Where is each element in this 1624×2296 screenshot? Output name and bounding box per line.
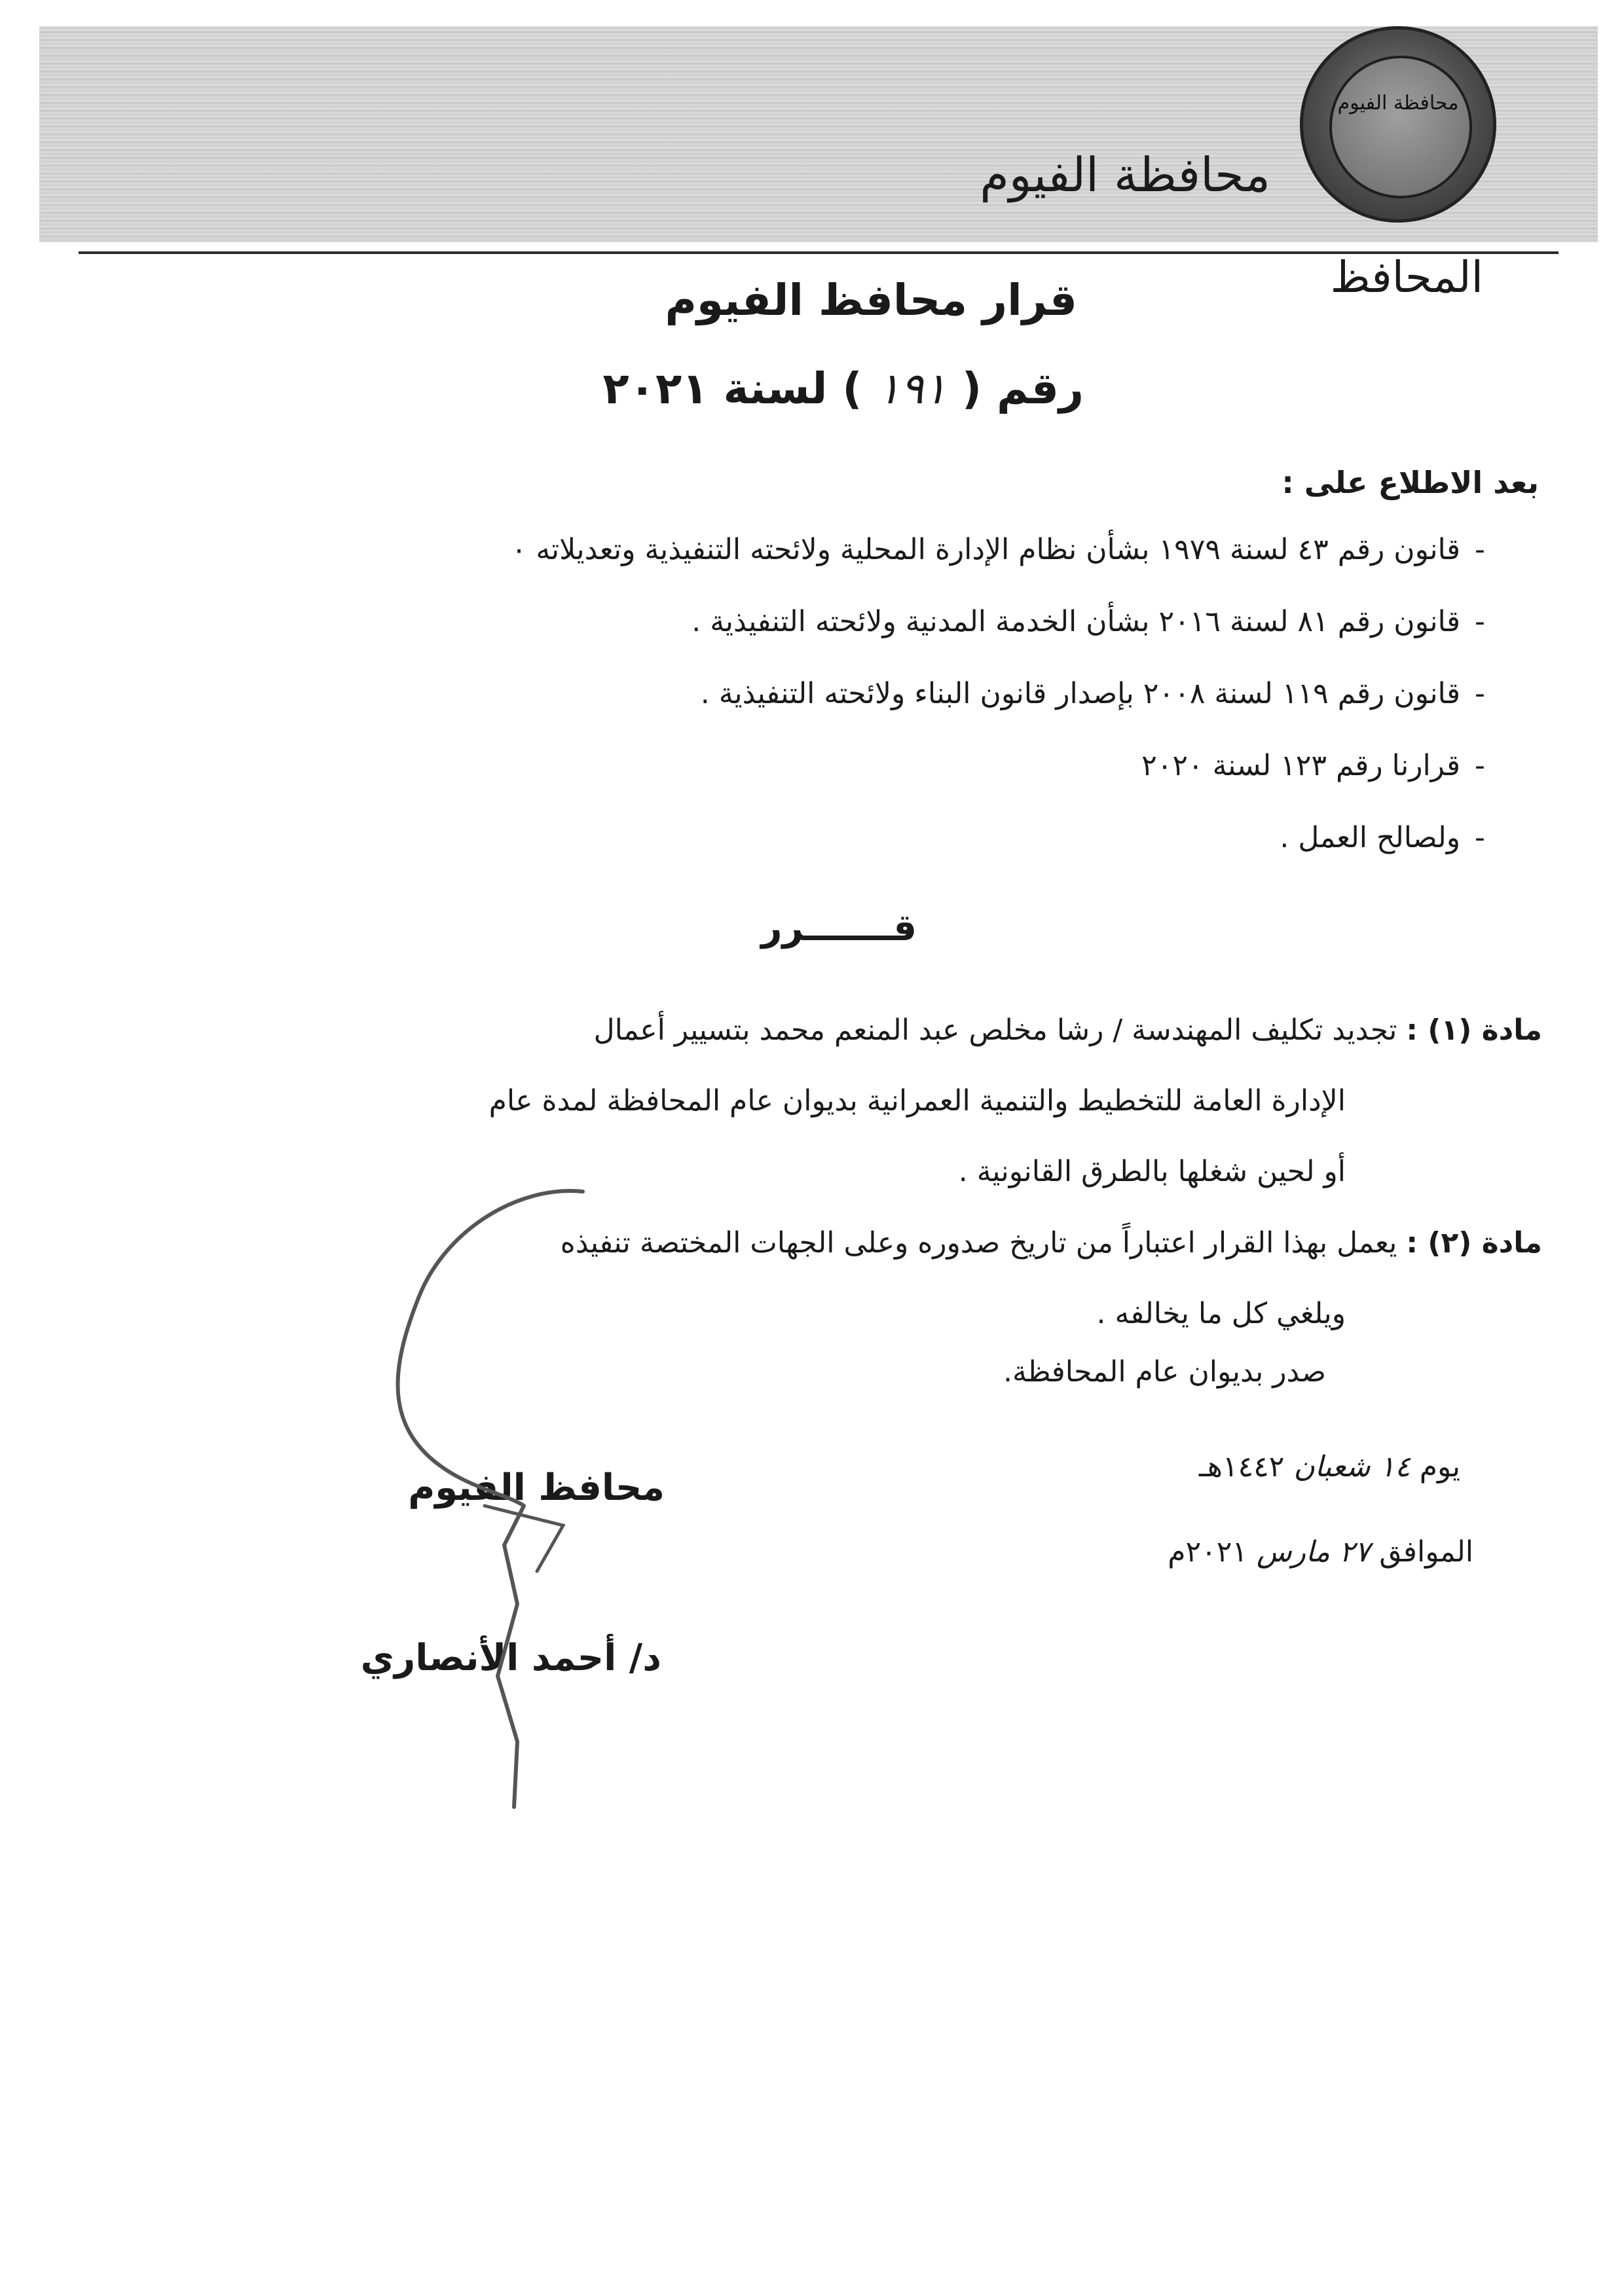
preamble-item-text: قرارنا رقم ١٢٣ لسنة ٢٠٢٠ [1141, 749, 1460, 782]
handwritten-signature [367, 1178, 642, 1813]
preamble-item [511, 668, 1500, 740]
signatory-name: د/ أحمد الأنصاري [360, 1637, 661, 1679]
list-bullet: - [1475, 605, 1485, 638]
decided-heading: قـــــــرر [761, 907, 917, 949]
gregorian-date-prefix: الموافق [1379, 1535, 1473, 1569]
issued-at: صدر بديوان عام المحافظة. [1003, 1355, 1326, 1389]
preamble-item [511, 812, 1500, 884]
preamble-item-text: ولصالح العمل . [1280, 821, 1460, 854]
article-2 [115, 1208, 1542, 1349]
gregorian-date-handwritten: ٢٧ مارس [1257, 1535, 1371, 1569]
decision-number [602, 363, 1084, 414]
preamble-list [511, 524, 1500, 884]
emblem-caption: محافظة الفيوم [1337, 92, 1459, 115]
list-bullet: - [1475, 749, 1485, 782]
article-line: الإدارة العامة للتخطيط والتنمية العمرانية بديوان عام المحافظة لمدة عام [489, 1084, 1346, 1118]
hijri-date [1199, 1450, 1460, 1484]
list-bullet: - [1475, 533, 1485, 566]
preamble-intro: بعد الاطلاع على : [1282, 465, 1539, 500]
article-line: ويلغي كل ما يخالفه . [1096, 1297, 1346, 1330]
preamble-item [511, 524, 1500, 596]
list-bullet: - [1475, 821, 1485, 854]
preamble-item-text: قانون رقم ٨١ لسنة ٢٠١٦ بشأن الخدمة المدنية ولائحته التنفيذية . [692, 605, 1460, 638]
article-label: مادة (٢) : [1406, 1226, 1542, 1260]
gregorian-date-year: ٢٠٢١م [1168, 1535, 1248, 1569]
hijri-date-prefix: يوم [1419, 1450, 1460, 1484]
office-title: المحافظ [1330, 252, 1483, 302]
signatory-title: محافظ الفيوم [408, 1467, 665, 1509]
decision-number-suffix: ) لسنة ٢٠٢١ [602, 363, 862, 414]
article-line: أو لحين شغلها بالطرق القانونية . [958, 1155, 1346, 1188]
preamble-item [511, 740, 1500, 812]
article-1 [115, 995, 1542, 1207]
governorate-name: محافظة الفيوم [980, 147, 1270, 202]
governorate-emblem [1300, 26, 1496, 223]
hijri-date-handwritten: ١٤ شعبان [1293, 1450, 1411, 1484]
list-bullet: - [1475, 677, 1485, 710]
gregorian-date [1168, 1535, 1473, 1569]
decision-title: قرار محافظ الفيوم [665, 275, 1077, 325]
emblem-inner-ring [1329, 56, 1472, 198]
hijri-date-year: ١٤٤٢هـ [1198, 1450, 1285, 1484]
article-label: مادة (١) : [1406, 1013, 1542, 1047]
article-line: تجديد تكليف المهندسة / رشا مخلص عبد المنعم محمد بتسيير أعمال [593, 1013, 1397, 1047]
article-line: يعمل بهذا القرار اعتباراً من تاريخ صدوره وعلى الجهات المختصة تنفيذه [560, 1226, 1397, 1260]
preamble-item-text: قانون رقم ٤٣ لسنة ١٩٧٩ بشأن نظام الإدارة المحلية ولائحته التنفيذية وتعديلاته ٠ [511, 533, 1460, 566]
preamble-item [511, 596, 1500, 668]
preamble-item-text: قانون رقم ١١٩ لسنة ٢٠٠٨ بإصدار قانون البناء ولائحته التنفيذية . [700, 677, 1460, 710]
decision-number-prefix: رقم ( [961, 363, 1084, 414]
decision-number-handwritten: ١٩١ [877, 363, 947, 414]
